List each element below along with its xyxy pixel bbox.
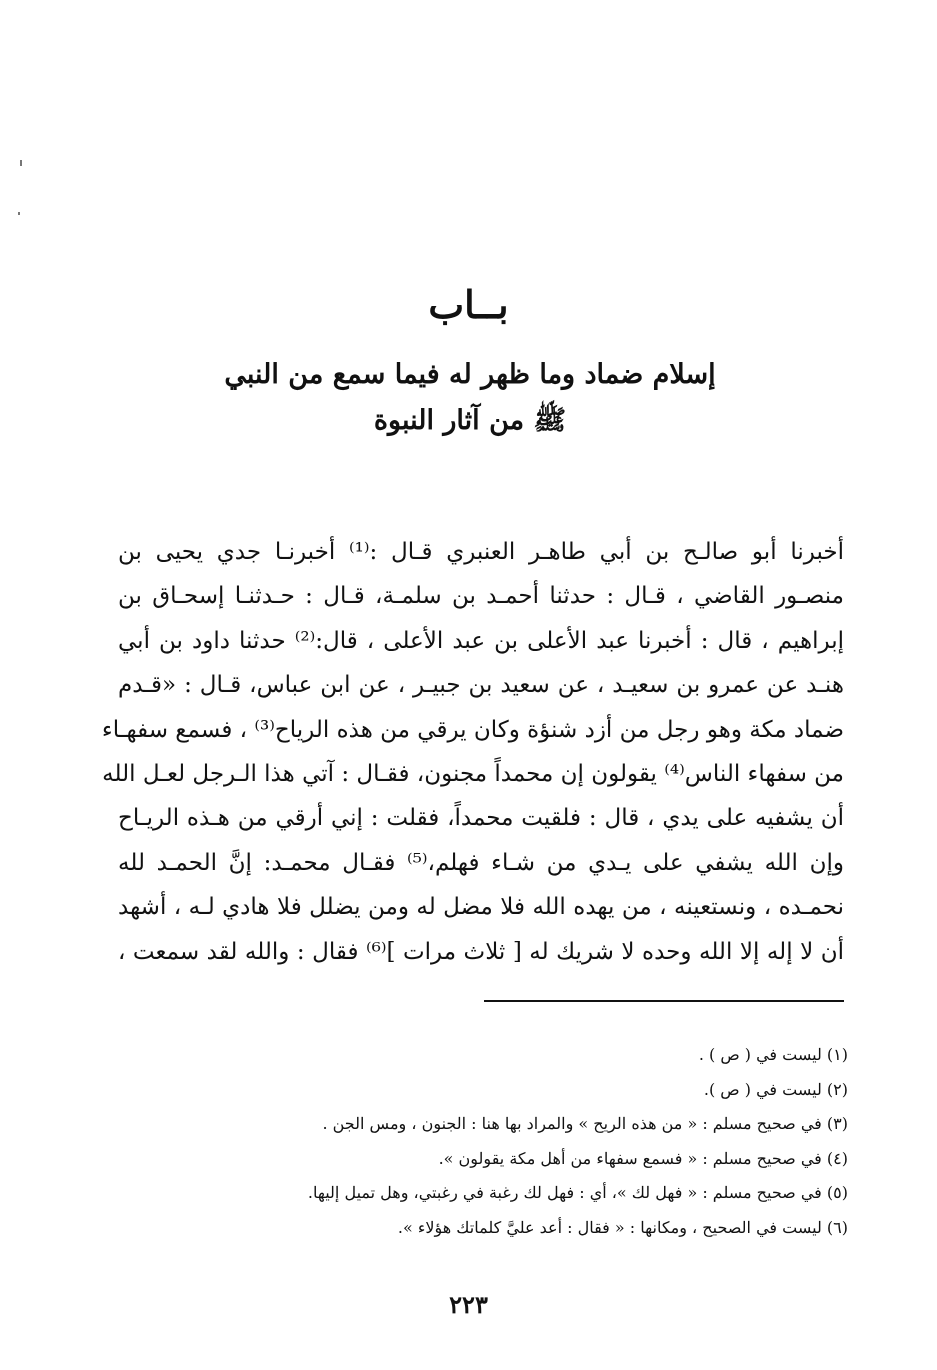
- scan-speck: [18, 212, 20, 215]
- footnote: (٢) ليست في ( ص ).: [703, 1079, 848, 1099]
- body-line: منصـور القاضي ، قـال : حدثنا أحمـد بن سلمـة، قـال : حـدثنـا إسحـاق بن: [118, 583, 844, 610]
- footnote: (٣) في صحيح مسلم : « من هذه الريح » والمراد بها هنا : الجنون ، ومس الجن .: [322, 1114, 848, 1133]
- footnote: (٦) ليست في الصحيح ، ومكانها : « فقال : أعد عليَّ كلماتك هؤلاء ».: [397, 1217, 848, 1237]
- body-line: إبراهيم ، قال : أخبرنا عبد الأعلى بن عبد الأعلى ، قال:⁽²⁾ حدثنا داود بن أبي: [118, 627, 845, 654]
- body-line: هنـد عن عمرو بن سعيـد ، عن سعيد بن جبيـر ، عن ابن عباس، قـال : «قـدم: [118, 672, 844, 699]
- body-line: أن لا إله إلا الله وحده لا شريك له [ ثلاث مرات ]⁽⁶⁾ فقال : والله لقد سمعت ،: [118, 938, 844, 965]
- body-line: أن يشفيه على يدي ، قال : فلقيت محمداً، فقلت : إني أرقي من هـذه الريـاح: [118, 805, 844, 832]
- page-number: ٢٢٣: [449, 1290, 488, 1319]
- footnotes-list: [180, 1038, 848, 1245]
- body-line: من سفهاء الناس⁽⁴⁾ يقولون إن محمداً مجنون، فقـال : آتي هذا الـرجل لعـل الله: [102, 761, 844, 788]
- chapter-title-line-1: إسلام ضماد وما ظهر له فيما سمع من النبي: [224, 359, 716, 390]
- footnote-separator: [484, 1000, 844, 1002]
- body-line: ضماد مكة وهو رجل من أزد شنؤة وكان يرقي من هذه الرياح⁽³⁾ ، فسمع سفهـاء: [101, 716, 844, 743]
- chapter-heading: بــاب: [428, 282, 509, 327]
- body-line: نحمـده ، ونستعينه ، من يهده الله فلا مضل له ومن يضلل فلا هادي لـه ، أشهد: [118, 894, 844, 921]
- footnote: (١) ليست في ( ص ) .: [698, 1045, 848, 1064]
- scan-speck: [20, 160, 22, 166]
- chapter-title: [140, 352, 800, 444]
- body-line: أخبرنا أبو صالـح بن أبي طاهـر العنبري قـال :⁽¹⁾ أخبرنـا جدي يحيى بن: [118, 539, 845, 565]
- footnote: (٥) في صحيح مسلم : « فهل لك »، أي : فهل لك رغبة في رغبتي، وهل تميل إليها.: [307, 1183, 848, 1202]
- body-line: وإن الله يشفي على يـدي من شـاء فهلم،⁽⁵⁾ فقـال محمـد: إنَّ الحمـد لله: [118, 849, 844, 876]
- body-text: [101, 530, 845, 974]
- footnote: (٤) في صحيح مسلم : « فسمع سفهاء من أهل مكة يقولون ».: [438, 1148, 848, 1168]
- chapter-title-line-2: ﷺ من آثار النبوة: [373, 405, 567, 436]
